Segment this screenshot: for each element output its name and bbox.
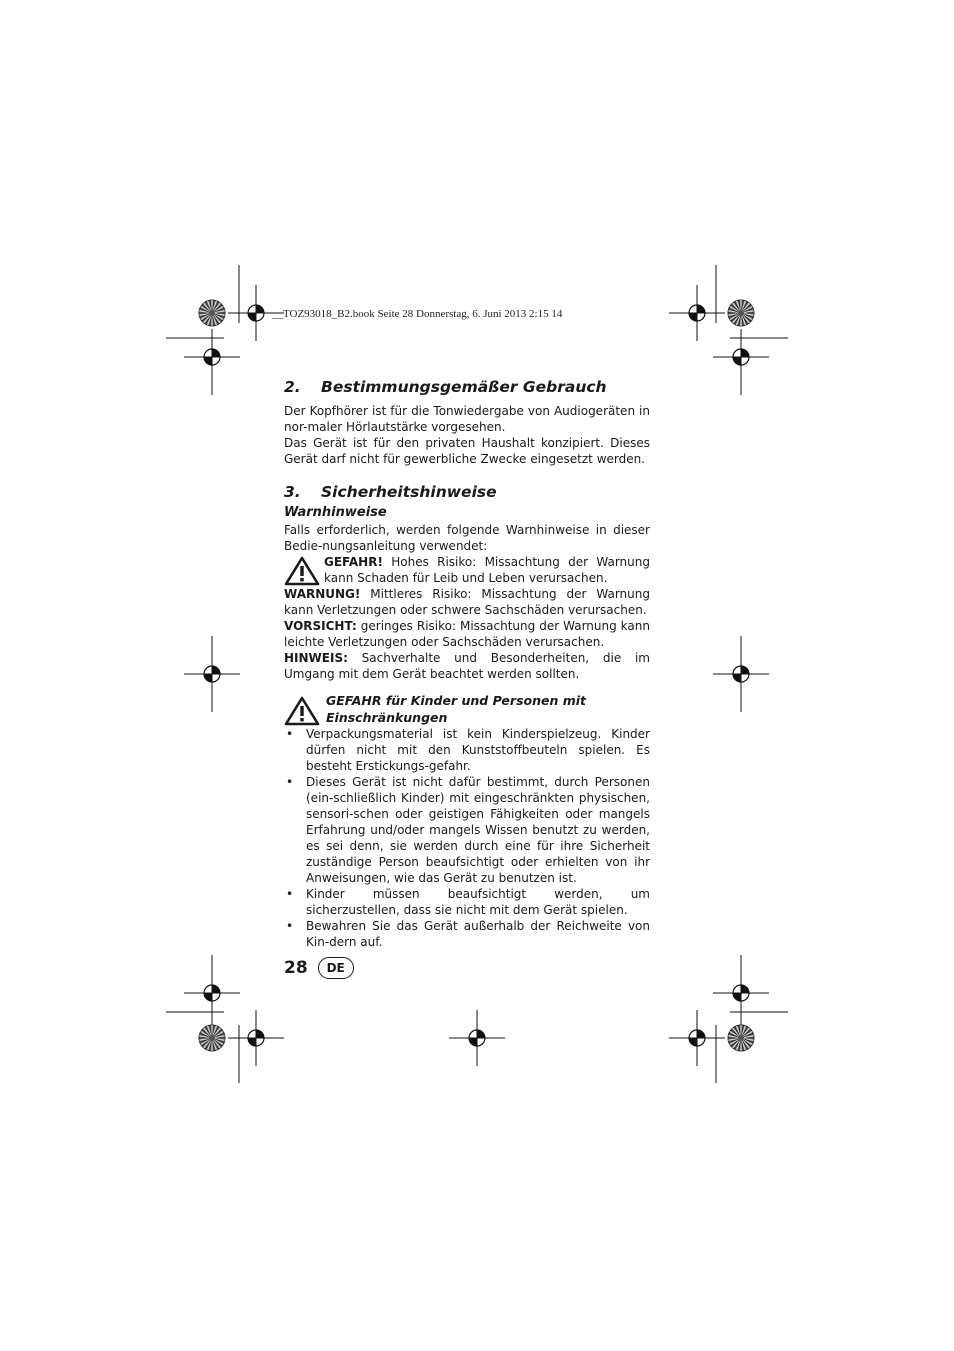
- subsection-title: Warnhinweise: [284, 505, 387, 520]
- paragraph: Der Kopfhörer ist für die Tonwiedergabe von Audiogeräten in nor-maler Hörlautstärke vorgesehen.: [284, 404, 650, 434]
- section-heading: [284, 480, 650, 504]
- color-bar-circle-icon: [199, 1025, 225, 1051]
- warning-level-note: [284, 650, 650, 682]
- section-title: Bestimmungsgemäßer Gebrauch: [321, 378, 607, 396]
- danger-title-line: Einschränkungen: [326, 710, 448, 725]
- bullet: •: [286, 727, 294, 741]
- warning-triangle-icon: [284, 696, 320, 726]
- page-footer: [284, 957, 354, 979]
- warning-text: Mittleres Risiko: Missachtung der Warnung kann Verletzungen oder schwere Sachschäden verursachen.: [284, 587, 650, 617]
- warning-level-danger: [284, 554, 650, 586]
- registration-mark-icon: [669, 1010, 725, 1066]
- warning-label: GEFAHR!: [324, 555, 383, 569]
- warning-triangle-icon: [284, 556, 320, 586]
- list-item-text: Kinder müssen beaufsichtigt werden, um sicherzustellen, dass sie nicht mit dem Gerät spielen.: [306, 887, 650, 917]
- registration-mark-icon: [449, 1010, 505, 1066]
- section-heading: [284, 375, 650, 399]
- warning-text: Sachverhalte und Besonderheiten, die im Umgang mit dem Gerät beachtet werden sollten.: [284, 651, 650, 681]
- warning-text: geringes Risiko: Missachtung der Warnung kann leichte Verletzungen oder Sachschäden verursachen.: [284, 619, 650, 649]
- section-number: 2.: [284, 378, 301, 396]
- list-item: [284, 886, 650, 918]
- page-number: 28: [284, 958, 308, 978]
- danger-children-block: [284, 692, 650, 726]
- list-item-text: Dieses Gerät ist nicht dafür bestimmt, durch Personen (ein-schließlich Kinder) mit eingeschränkten physischen, sensori-schen oder geistigen Fähigkeiten oder mangels Erfahrung und/oder mangels Wissen benutzt zu werden, es sei denn, sie werden durch eine für ihre Sicherheit zuständige Person beaufsichtigt oder erhielten von ihr Anweisungen, wie das Gerät zu benutzen ist.: [306, 775, 650, 885]
- section-intended-use: [284, 375, 650, 467]
- danger-title-line: GEFAHR für Kinder und Personen mit: [326, 693, 587, 708]
- section-title: Sicherheitshinweise: [321, 483, 497, 501]
- list-item: [284, 774, 650, 886]
- warning-level-caution: [284, 618, 650, 650]
- section-safety: [284, 480, 650, 950]
- warning-label: HINWEIS:: [284, 651, 348, 665]
- list-item-text: Verpackungsmaterial ist kein Kinderspielzeug. Kinder dürfen nicht mit den Kunststoffbeuteln spielen. Es besteht Erstickungs-gefahr.: [306, 727, 650, 773]
- list-item: [284, 918, 650, 950]
- list-item-text: Bewahren Sie das Gerät außerhalb der Reichweite von Kin-dern auf.: [306, 919, 650, 949]
- safety-bullet-list: [284, 726, 650, 950]
- bullet: •: [286, 775, 294, 789]
- registration-mark-icon: [228, 1010, 284, 1066]
- section-number: 3.: [284, 483, 301, 501]
- paragraph: Das Gerät ist für den privaten Haushalt konzipiert. Dieses Gerät darf nicht für gewerbliche Zwecke eingesetzt werden.: [284, 436, 650, 466]
- color-bar-circle-icon: [728, 1025, 754, 1051]
- print-header-info: __TOZ93018_B2.book Seite 28 Donnerstag, 6. Juni 2013 2:15 14: [272, 308, 563, 320]
- warning-text: Hohes Risiko: Missachtung der Warnung kann Schaden für Leib und Leben verursachen.: [324, 555, 650, 585]
- danger-title: [320, 692, 586, 726]
- bullet: •: [286, 919, 294, 933]
- warning-label: VORSICHT:: [284, 619, 357, 633]
- bullet: •: [286, 887, 294, 901]
- warning-level-warning: [284, 586, 650, 618]
- language-badge: DE: [318, 957, 354, 979]
- intro-paragraph: Falls erforderlich, werden folgende Warnhinweise in dieser Bedie-nungsanleitung verwendet:: [284, 523, 650, 553]
- color-bar-circle-icon: [199, 300, 225, 326]
- color-bar-circle-icon: [728, 300, 754, 326]
- list-item: [284, 726, 650, 774]
- warning-label: WARNUNG!: [284, 587, 361, 601]
